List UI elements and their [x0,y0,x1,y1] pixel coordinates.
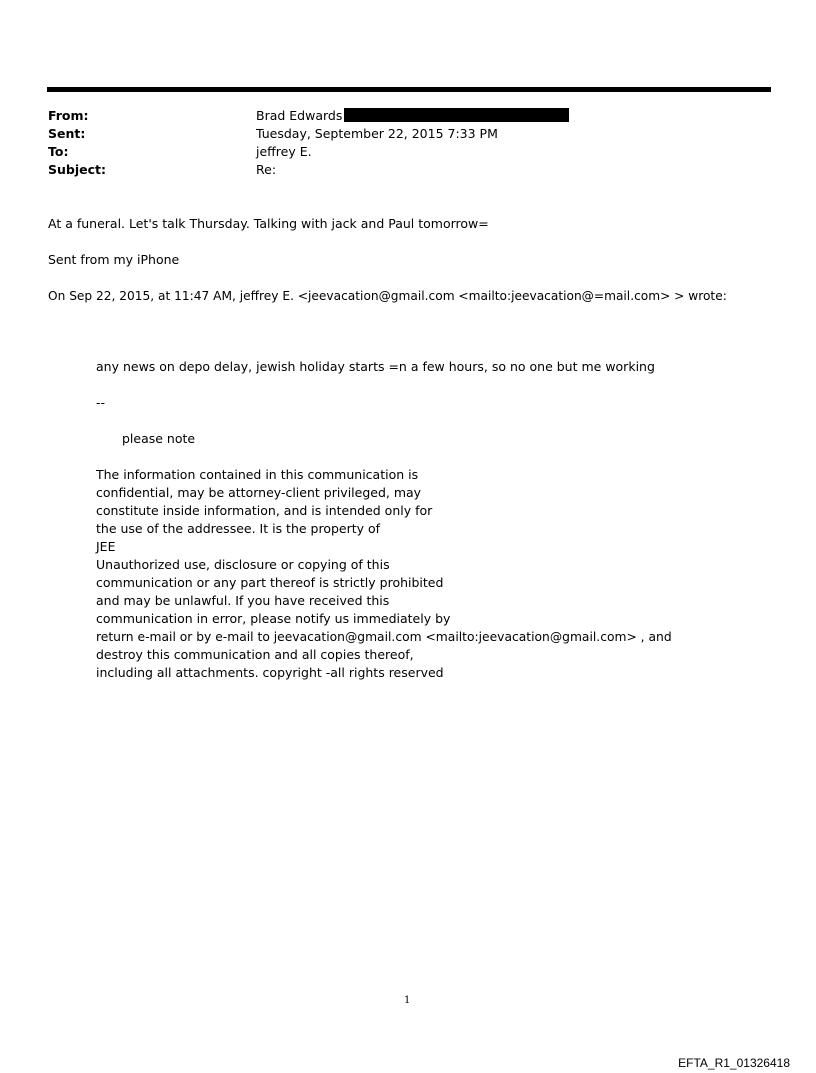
disclaimer-line: communication or any part thereof is strictly prohibited [96,575,444,590]
sent-label: Sent: [48,126,86,141]
header-divider-rule [47,87,771,92]
disclaimer-line: including all attachments. copyright -all rights reserved [96,665,444,680]
subject-value: Re: [256,162,277,177]
quoted-message: any news on depo delay, jewish holiday starts =n a few hours, so no one but me working [96,359,655,374]
disclaimer-line: constitute inside information, and is intended only for [96,503,433,518]
disclaimer-line: destroy this communication and all copies thereof, [96,647,414,662]
redaction-bar [344,108,569,122]
from-label: From: [48,108,89,123]
page-number: 1 [404,995,411,1006]
sent-value: Tuesday, September 22, 2015 7:33 PM [256,126,498,141]
disclaimer-line: The information contained in this communication is [96,467,419,482]
subject-label: Subject: [48,162,106,177]
bates-number: EFTA_R1_01326418 [678,1056,790,1070]
sender-name: Brad Edwards [256,108,343,123]
disclaimer-line: and may be unlawful. If you have received this [96,593,390,608]
disclaimer-line: the use of the addressee. It is the property of [96,521,381,536]
please-note-text: please note [122,431,196,446]
quote-intro: On Sep 22, 2015, at 11:47 AM, jeffrey E. <jeevacation@gmail.com <mailto:jeevacation@=mail.com> > wrote: [48,289,727,303]
disclaimer-line: Unauthorized use, disclosure or copying of this [96,557,390,572]
reply-text: At a funeral. Let's talk Thursday. Talking with jack and Paul tomorrow= [48,216,489,231]
signature-text: Sent from my iPhone [48,252,180,267]
from-value [256,107,569,125]
disclaimer-line: communication in error, please notify us immediately by [96,611,451,626]
disclaimer-line: return e-mail or by e-mail to jeevacation@gmail.com <mailto:jeevacation@gmail.com> , and [96,630,672,644]
confidentiality-disclaimer [96,466,672,682]
to-label: To: [48,144,69,159]
disclaimer-line: JEE [96,539,116,554]
to-value: jeffrey E. [256,144,312,159]
signature-separator: -- [96,395,106,410]
disclaimer-line: confidential, may be attorney-client privileged, may [96,485,422,500]
